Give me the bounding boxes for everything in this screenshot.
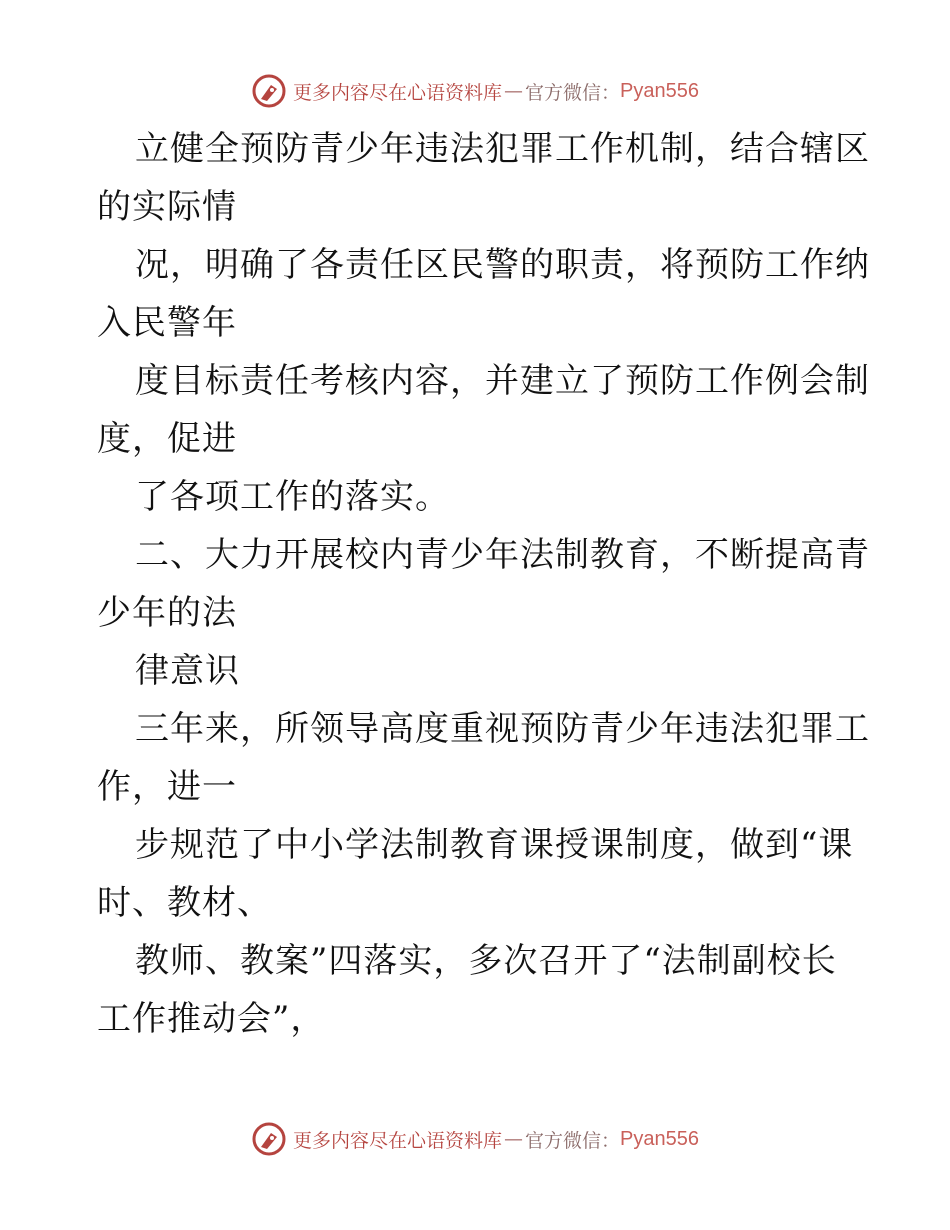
pen-nib-logo-icon (251, 73, 287, 109)
footer-watermark (0, 1119, 950, 1159)
text-line: 况，明确了各责任区民警的职责，将预防工作纳 (135, 245, 870, 285)
text-line: 立健全预防青少年违法犯罪工作机制，结合辖区 (135, 129, 870, 169)
text-line: 步规范了中小学法制教育课授课制度，做到“课 (135, 825, 854, 865)
watermark-account: Pyan556 (620, 1127, 699, 1150)
text-line: 时、教材、 (97, 883, 272, 923)
watermark-brand-text: 更多内容尽在心语资料库 (293, 81, 503, 104)
text-line: 工作推动会”， (97, 999, 326, 1039)
watermark-separator: — (504, 1128, 524, 1150)
text-line: 度，促进 (97, 419, 237, 459)
text-line: 律意识 (135, 651, 240, 691)
document-body (97, 120, 870, 1048)
watermark-official-text: 官方微信： (525, 1129, 621, 1152)
watermark-account: Pyan556 (620, 79, 699, 102)
watermark-official-text: 官方微信： (525, 81, 621, 104)
text-line: 作，进一 (97, 767, 237, 807)
text-line: 二、大力开展校内青少年法制教育，不断提高青 (135, 535, 870, 575)
pen-nib-logo-icon (251, 1121, 287, 1157)
watermark-separator: — (504, 80, 524, 102)
header-watermark (0, 71, 950, 111)
watermark-brand-text: 更多内容尽在心语资料库 (293, 1129, 503, 1152)
text-line: 教师、教案”四落实，多次召开了“法制副校长 (135, 941, 837, 981)
text-line: 的实际情 (97, 187, 237, 227)
text-line: 入民警年 (97, 303, 237, 343)
text-line: 少年的法 (97, 593, 237, 633)
text-line: 了各项工作的落实。 (135, 477, 450, 517)
text-line: 度目标责任考核内容，并建立了预防工作例会制 (135, 361, 870, 401)
text-line: 三年来，所领导高度重视预防青少年违法犯罪工 (135, 709, 870, 749)
